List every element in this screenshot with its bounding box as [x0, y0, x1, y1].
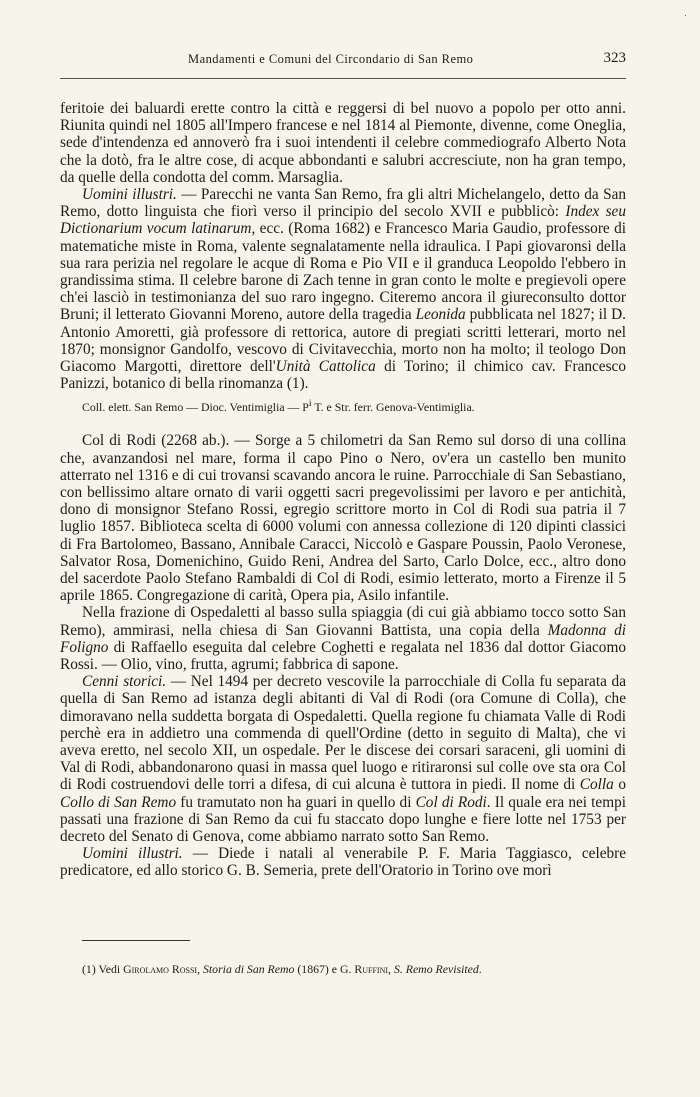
- text-run: o: [613, 776, 626, 794]
- italic-text: Madonna di Foligno: [60, 621, 626, 656]
- page-body: [60, 100, 626, 880]
- italic-text: Cenni storici.: [82, 673, 167, 691]
- text-run: di Torino; il chimico cav. Francesco Panizzi, botanico di bella rinomanza (1).: [60, 358, 626, 393]
- paragraph: [60, 845, 626, 879]
- text-run: Coll. elett. San Remo — Dioc. Ventimiglia — P: [82, 400, 309, 415]
- text-run: feritoie dei baluardi erette contro la città e reggersi di bel nuovo a popolo per otto anni. Riunita quindi nel 1805 all'Impero francese e nel 1814 al Piemonte, divenne, come Oneglia, sede d'intendenza ed annoverò fra i suoi intendenti il celebre commediografo Alberto Nota che la dotò, fra le altre cose, di acque abbondanti e salubri accresciute, non ha gran tempo, da quelle della condotta del comm. Marsaglia.: [60, 100, 626, 186]
- text-run: (1867) e G.: [294, 962, 355, 976]
- footnote: [82, 962, 626, 977]
- author-name: Ruffini: [354, 962, 389, 976]
- italic-text: Collo di San Remo: [60, 793, 177, 811]
- text-run: pubblicata nel 1827; il D. Antonio Amoretti, già professore di rettorica, autore di pregiati scritti letterari, morto nel 1870; monsignor Gandolfo, vescovo di Civitavecchia, morto non ha molto; il teologo Don Giacomo Margotti, direttore dell': [60, 306, 626, 376]
- author-name: Girolamo Rossi: [123, 962, 198, 976]
- text-run: ,: [388, 962, 394, 976]
- italic-text: Uomini illustri.: [82, 845, 183, 863]
- italic-text: Colla: [579, 776, 614, 794]
- italic-text: Uomini illustri.: [82, 186, 177, 204]
- italic-text: S. Remo Revisited: [393, 962, 479, 976]
- text-run: , ecc. (Roma 1682) e Francesco Maria Gaudio, professore di matematiche miste in Roma, valente segnalatamente nella idraulica. I Papi giovaronsi della sua rara perizia nel regolare le acque di Roma e Pio VII e il granduca Leopoldo l'ebbero in grandissima stima. Il celebre barone di Zach tenne in gran conto le molte e pregievoli opere ch'ei lasciò in testimonianza del suo raro ingegno. Citeremo ancora il giureconsulto dottor Bruni; il letterato Giovanni Moreno, autore della tragedia: [60, 220, 626, 324]
- italic-text: Col di Rodi: [415, 793, 487, 811]
- paragraph: [60, 604, 626, 673]
- edge-mark: ·: [684, 10, 687, 20]
- italic-text: Storia di San Remo: [203, 962, 295, 976]
- header-rule: [60, 78, 626, 79]
- text-run: T. e Str. ferr. Genova-Ventimiglia.: [311, 400, 475, 415]
- superscript: i: [308, 398, 312, 410]
- text-run: (1) Vedi: [82, 962, 124, 976]
- italic-text: Index seu Dictionarium vocum latinarum: [60, 203, 626, 238]
- text-run: — Parecchi ne vanta San Remo, fra gli altri Michelangelo, detto da San Remo, dotto linguista che fiorì verso il principio del secolo XVII e pubblicò:: [60, 186, 627, 221]
- text-run: fu tramutato non ha guari in quello di: [176, 793, 416, 811]
- footnote-rule: [82, 940, 190, 941]
- text-run: — Nel 1494 per decreto vescovile la parrocchiale di Colla fu separata da quella di San Remo ad istanza degli abitanti di Val di Rodi (ora Comune di Colla), che dimoravano nella suddetta borgata di Ospedaletti. Quella regione fu chiamata Valle di Rodi perchè era in addietro una commenda di quell'Ordine (detto in seguito di Malta), che vi aveva eretto, nel secolo XII, un ospedale. Per le discese dei corsari saraceni, gli uomini di Val di Rodi, abbandonarono quasi in massa quel luogo e ritiraronsi sul colle ove sta ora Col di Rodi costruendovi delle torri a difesa, di cui alcuna è tuttora in piedi. Il nome di: [60, 673, 626, 794]
- text-run: ,: [197, 962, 203, 976]
- text-run: — Diede i natali al venerabile P. F. Maria Taggiasco, celebre predicatore, ed allo storico G. B. Semeria, prete dell'Oratorio in Torino ove morì: [60, 845, 627, 880]
- text-run: di Raffaello eseguita dal celebre Coghetti e regalata nel 1836 dal dottor Giacomo Rossi. — Olio, vino, frutta, agrumi; fabbrica di sapone.: [60, 638, 626, 674]
- paragraph: [60, 186, 626, 392]
- paragraph: [60, 432, 626, 604]
- administrative-note: [82, 396, 626, 415]
- text-run: .: [478, 962, 482, 976]
- text-run: Col di Rodi (2268 ab.). — Sorge a 5 chilometri da San Remo sul dorso di una collina che, avanzandosi nel mare, forma il capo Pino o Nero, ov'era un castello ben munito atterrato nel 1316 e di cui trovansi scavando ancora le ruine. Parrocchiale di San Sebastiano, con bellissimo altare ornato di varii oggetti sacri pregevolissimi per lavoro e per antichità, dono di monsignor Stefano Rossi, egregio scrittore morto in Col di Rodi sua patria il 7 luglio 1857. Biblioteca scelta di 6000 volumi con annessa collezione di 120 dipinti classici di Fra Bartolomeo, Bassano, Annibale Caracci, Niccolò e Gaspare Poussin, Paolo Veronese, Salvator Rosa, Domenichino, Guido Reni, Andrea del Sarto, Carlo Dolce, ecc., altro dono del sacerdote Paolo Stefano Rambaldi di Col di Rodi, esimio letterato, morto a Firenze il 5 aprile 1865. Congregazione di carità, Opera pia, Asilo infantile.: [60, 432, 626, 605]
- page-number: 323: [603, 50, 626, 66]
- paragraph: [60, 673, 626, 845]
- italic-text: Leonida: [415, 306, 466, 324]
- paragraph-spacer: [60, 415, 626, 432]
- italic-text: Unità Cattolica: [275, 358, 376, 376]
- text-run: . Il quale era nei tempi passati una frazione di San Remo da cui fu staccato dopo lunghe e fiere lotte nel 1753 per decreto del Senato di Genova, come abbiamo narrato sotto San Remo.: [60, 793, 627, 846]
- text-run: Nella frazione di Ospedaletti al basso sulla spiaggia (di cui già abbiamo tocco sotto San Remo), ammirasi, nella chiesa di San Giovanni Battista, una copia della: [60, 604, 626, 639]
- paragraph: [60, 100, 626, 186]
- running-title: Mandamenti e Comuni del Circondario di San Remo: [188, 52, 474, 66]
- page-header: [60, 50, 626, 74]
